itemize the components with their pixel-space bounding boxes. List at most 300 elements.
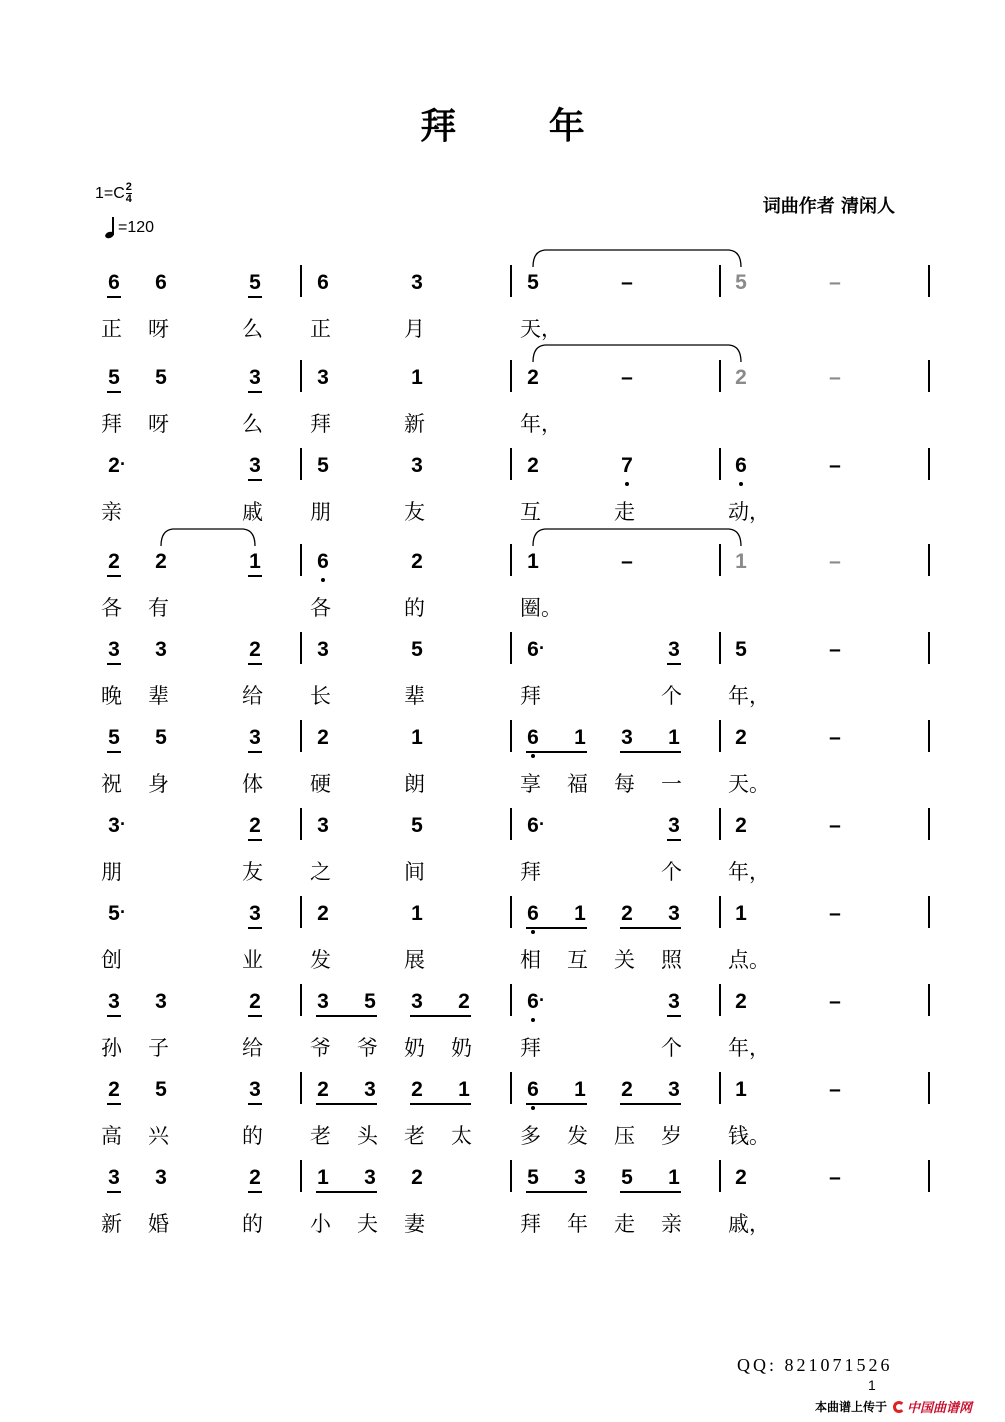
beam-line [410,1015,471,1017]
note: 3 [574,1166,586,1189]
underline [107,391,121,393]
time-bottom: 4 [125,193,132,205]
note: 2 [249,990,261,1013]
upload-text: 本曲谱上传于 [815,1400,888,1414]
lyric-syllable: 小 [310,1212,331,1236]
lyric-syllable: 呀 [148,317,169,341]
note: 2 [317,726,329,749]
sustain-dash: – [829,550,841,573]
note: 3 [108,814,120,837]
lyric-syllable: 辈 [404,684,425,708]
barline [719,720,721,752]
note: 3 [249,726,261,749]
barline [928,265,930,297]
key-label: 1=C [95,184,125,202]
note: 5 [317,454,329,477]
lyric-syllable: 多 [520,1124,541,1148]
lyric-syllable: 奶 [404,1036,425,1060]
lyric-syllable: 爷 [357,1036,378,1060]
lyric-syllable: 拜 [520,860,541,884]
lyric-syllable: 动， [728,500,770,524]
barline [510,544,512,576]
note: 5 [108,902,120,925]
lyric-syllable: 戚， [728,1212,770,1236]
barline [300,720,302,752]
lyric-syllable: 太 [451,1124,472,1148]
underline [248,663,262,665]
lyric-syllable: 发 [310,948,331,972]
note: 2 [735,990,747,1013]
barline [928,1160,930,1192]
lyric-syllable: 辈 [148,684,169,708]
note: 6 [108,271,120,294]
note: 2 [249,1166,261,1189]
time-signature [126,182,132,205]
barline [928,360,930,392]
underline [107,663,121,665]
note: 3 [317,638,329,661]
lyric-syllable: 么 [242,412,263,436]
note: 2 [527,366,539,389]
site-logo-text: 中国曲谱网 [907,1400,973,1415]
lyric-syllable: 天。 [728,772,770,796]
note: 5 [249,271,261,294]
sustain-dash: – [829,638,841,661]
lyric-syllable: 各 [310,596,331,620]
barline [510,896,512,928]
lyric-syllable: 兴 [148,1124,169,1148]
barline [719,448,721,480]
beam-line [620,927,681,929]
note: 2 [735,366,747,389]
note: 5 [735,638,747,661]
lyric-syllable: 头 [357,1124,378,1148]
lyric-syllable: 展 [404,948,425,972]
lyric-syllable: 压 [614,1124,635,1148]
note: 3 [668,638,680,661]
tie-slur [531,526,743,548]
underline [248,479,262,481]
barline [300,544,302,576]
underline [248,751,262,753]
lyric-syllable: 新 [101,1212,122,1236]
lyric-syllable: 晚 [101,684,122,708]
note: 2 [108,454,120,477]
note: 3 [317,366,329,389]
slur-curve [161,529,255,546]
beam-line [316,1103,377,1105]
lyric-syllable: 友 [404,500,425,524]
sustain-dash: – [621,366,633,389]
note: 5 [108,366,120,389]
lyric-syllable: 给 [242,684,263,708]
tie-slur [531,247,743,269]
barline [928,984,930,1016]
low-octave-dot [531,1106,535,1110]
note: 2 [108,550,120,573]
beam-line [316,1191,377,1193]
underline [248,1015,262,1017]
lyric-syllable: 新 [404,412,425,436]
lyric-syllable: 的 [242,1212,263,1236]
lyric-syllable: 子 [148,1036,169,1060]
note: 3 [411,454,423,477]
note: 5 [527,1166,539,1189]
tempo-value: =120 [118,219,155,236]
lyric-syllable: 互 [567,948,588,972]
barline [510,1160,512,1192]
sustain-dash: – [621,550,633,573]
note: 3 [317,814,329,837]
barline [719,1160,721,1192]
augmentation-dot: · [539,638,545,658]
lyric-syllable: 戚 [242,500,263,524]
lyric-syllable: 友 [242,860,263,884]
lyric-syllable: 正 [101,317,122,341]
note: 5 [155,1078,167,1101]
note: 2 [735,1166,747,1189]
note: 6 [527,814,539,837]
lyric-syllable: 正 [310,317,331,341]
note: 2 [621,902,633,925]
augmentation-dot: · [120,814,126,834]
lyric-syllable: 祝 [101,772,122,796]
barline [300,632,302,664]
note: 6 [527,990,539,1013]
note: 2 [621,1078,633,1101]
qq-contact: QQ: 821071526 [737,1355,893,1375]
lyric-syllable: 相 [520,948,541,972]
barline [510,265,512,297]
beam-line [620,1103,681,1105]
underline [248,1103,262,1105]
barline [719,896,721,928]
low-octave-dot [625,482,629,486]
barline [300,896,302,928]
note: 3 [155,638,167,661]
upload-footer [815,1397,972,1416]
site-logo[interactable] [893,1397,972,1416]
lyric-syllable: 业 [242,948,263,972]
note: 1 [668,1166,680,1189]
underline [248,296,262,298]
barline [510,448,512,480]
lyric-syllable: 各 [101,596,122,620]
barline [928,544,930,576]
note: 6 [155,271,167,294]
note: 1 [574,902,586,925]
note: 2 [155,550,167,573]
lyric-syllable: 体 [242,772,263,796]
site-logo-icon [893,1401,905,1413]
lyric-syllable: 拜 [101,412,122,436]
note: 2 [317,1078,329,1101]
note: 3 [317,990,329,1013]
lyric-syllable: 每 [614,772,635,796]
lyric-syllable: 间 [404,860,425,884]
lyric-syllable: 圈。 [520,596,562,620]
tie-slur [159,526,257,548]
note: 3 [364,1166,376,1189]
note: 6 [527,638,539,661]
underline [248,839,262,841]
lyric-syllable: 拜 [310,412,331,436]
lyric-syllable: 的 [404,596,425,620]
key-signature [95,182,132,205]
lyric-syllable: 朗 [404,772,425,796]
lyric-syllable: 妻 [404,1212,425,1236]
note: 3 [155,990,167,1013]
underline [248,927,262,929]
underline [107,751,121,753]
note: 3 [249,366,261,389]
note: 2 [458,990,470,1013]
lyric-syllable: 朋 [101,860,122,884]
note: 5 [411,814,423,837]
composer-credit: 词曲作者 清闲人 [762,196,895,217]
augmentation-dot: · [120,454,126,474]
beam-line [316,1015,377,1017]
note: 1 [668,726,680,749]
sustain-dash: – [829,454,841,477]
lyric-syllable: 婚 [148,1212,169,1236]
tie-slur [531,342,743,364]
note: 3 [364,1078,376,1101]
note: 1 [317,1166,329,1189]
sustain-dash: – [829,366,841,389]
note: 6 [317,550,329,573]
barline [719,808,721,840]
lyric-syllable: 福 [567,772,588,796]
note: 2 [411,1078,423,1101]
note: 3 [668,814,680,837]
note: 1 [411,366,423,389]
lyric-syllable: 有 [148,596,169,620]
note: 3 [108,990,120,1013]
note: 3 [668,1078,680,1101]
note: 3 [108,1166,120,1189]
note: 3 [668,902,680,925]
barline [719,360,721,392]
lyric-syllable: 的 [242,1124,263,1148]
note: 2 [735,814,747,837]
low-octave-dot [321,578,325,582]
lyric-syllable: 年 [567,1212,588,1236]
note: 5 [155,366,167,389]
barline [928,632,930,664]
score-title: 拜 年 [420,105,625,147]
note: 1 [527,550,539,573]
underline [667,663,681,665]
lyric-syllable: 亲 [101,500,122,524]
beam-line [410,1103,471,1105]
sustain-dash: – [829,902,841,925]
lyric-syllable: 月 [404,317,425,341]
note: 3 [411,990,423,1013]
note: 6 [527,726,539,749]
lyric-syllable: 点。 [728,948,770,972]
lyric-syllable: 走 [614,1212,635,1236]
lyric-syllable: 身 [148,772,169,796]
sustain-dash: – [829,271,841,294]
augmentation-dot: · [539,990,545,1010]
note: 5 [108,726,120,749]
lyric-syllable: 发 [567,1124,588,1148]
lyric-syllable: 拜 [520,1212,541,1236]
note: 2 [108,1078,120,1101]
lyric-syllable: 创 [101,948,122,972]
lyric-syllable: 奶 [451,1036,472,1060]
beam-line [526,751,587,753]
note: 3 [249,454,261,477]
page-number: 1 [868,1377,876,1393]
note: 5 [527,271,539,294]
lyric-syllable: 给 [242,1036,263,1060]
note: 6 [527,902,539,925]
underline [667,839,681,841]
barline [510,720,512,752]
note: 5 [411,638,423,661]
lyric-syllable: 夫 [357,1212,378,1236]
barline [300,984,302,1016]
beam-line [620,1191,681,1193]
barline [928,720,930,752]
lyric-syllable: 关 [614,948,635,972]
sustain-dash: – [829,1166,841,1189]
note: 1 [735,902,747,925]
barline [719,265,721,297]
note: 2 [317,902,329,925]
lyric-syllable: 么 [242,317,263,341]
quarter-note-icon [104,217,118,239]
note: 3 [411,271,423,294]
barline [300,360,302,392]
barline [510,1072,512,1104]
augmentation-dot: · [539,814,545,834]
lyric-syllable: 个 [661,684,682,708]
note: 1 [574,1078,586,1101]
lyric-syllable: 个 [661,860,682,884]
note: 5 [621,1166,633,1189]
beam-line [620,751,681,753]
note: 2 [411,1166,423,1189]
slur-curve [533,345,741,362]
lyric-syllable: 走 [614,500,635,524]
barline [928,1072,930,1104]
note: 1 [735,1078,747,1101]
underline [248,575,262,577]
note: 2 [249,638,261,661]
lyric-syllable: 岁 [661,1124,682,1148]
lyric-syllable: 个 [661,1036,682,1060]
lyric-syllable: 朋 [310,500,331,524]
lyric-syllable: 亲 [661,1212,682,1236]
note: 1 [411,726,423,749]
note: 2 [249,814,261,837]
barline [300,265,302,297]
note: 3 [249,1078,261,1101]
note: 2 [735,726,747,749]
lyric-syllable: 年， [728,684,770,708]
sustain-dash: – [829,1078,841,1101]
barline [300,1160,302,1192]
lyric-syllable: 爷 [310,1036,331,1060]
lyric-syllable: 年， [728,1036,770,1060]
underline [107,1103,121,1105]
barline [510,632,512,664]
barline [510,360,512,392]
underline [248,391,262,393]
sustain-dash: – [829,726,841,749]
underline [107,575,121,577]
note: 1 [574,726,586,749]
note: 5 [735,271,747,294]
sustain-dash: – [829,990,841,1013]
lyric-syllable: 一 [661,772,682,796]
note: 6 [735,454,747,477]
underline [107,1191,121,1193]
lyric-syllable: 呀 [148,412,169,436]
note: 3 [249,902,261,925]
low-octave-dot [531,930,535,934]
barline [719,544,721,576]
barline [719,632,721,664]
note: 6 [317,271,329,294]
lyric-syllable: 老 [310,1124,331,1148]
low-octave-dot [739,482,743,486]
lyric-syllable: 钱。 [728,1124,770,1148]
low-octave-dot [531,754,535,758]
underline [248,1191,262,1193]
sustain-dash: – [621,271,633,294]
note: 1 [411,902,423,925]
lyric-syllable: 之 [310,860,331,884]
lyric-syllable: 享 [520,772,541,796]
barline [719,1072,721,1104]
tempo-marking [104,217,154,239]
time-top: 2 [125,181,132,193]
lyric-syllable: 天， [520,317,562,341]
lyric-syllable: 互 [520,500,541,524]
barline [719,984,721,1016]
note: 6 [527,1078,539,1101]
lyric-syllable: 老 [404,1124,425,1148]
barline [928,448,930,480]
beam-line [526,927,587,929]
slur-curve [533,250,741,267]
note: 3 [108,638,120,661]
lyric-syllable: 长 [310,684,331,708]
lyric-syllable: 年， [520,412,562,436]
lyric-syllable: 孙 [101,1036,122,1060]
barline [300,808,302,840]
low-octave-dot [531,1018,535,1022]
barline [510,984,512,1016]
lyric-syllable: 拜 [520,1036,541,1060]
barline [300,1072,302,1104]
lyric-syllable: 硬 [310,772,331,796]
note: 3 [668,990,680,1013]
lyric-syllable: 高 [101,1124,122,1148]
lyric-syllable: 拜 [520,684,541,708]
note: 1 [249,550,261,573]
lyric-syllable: 年， [728,860,770,884]
note: 2 [527,454,539,477]
note: 1 [735,550,747,573]
underline [107,1015,121,1017]
note: 3 [621,726,633,749]
barline [928,896,930,928]
